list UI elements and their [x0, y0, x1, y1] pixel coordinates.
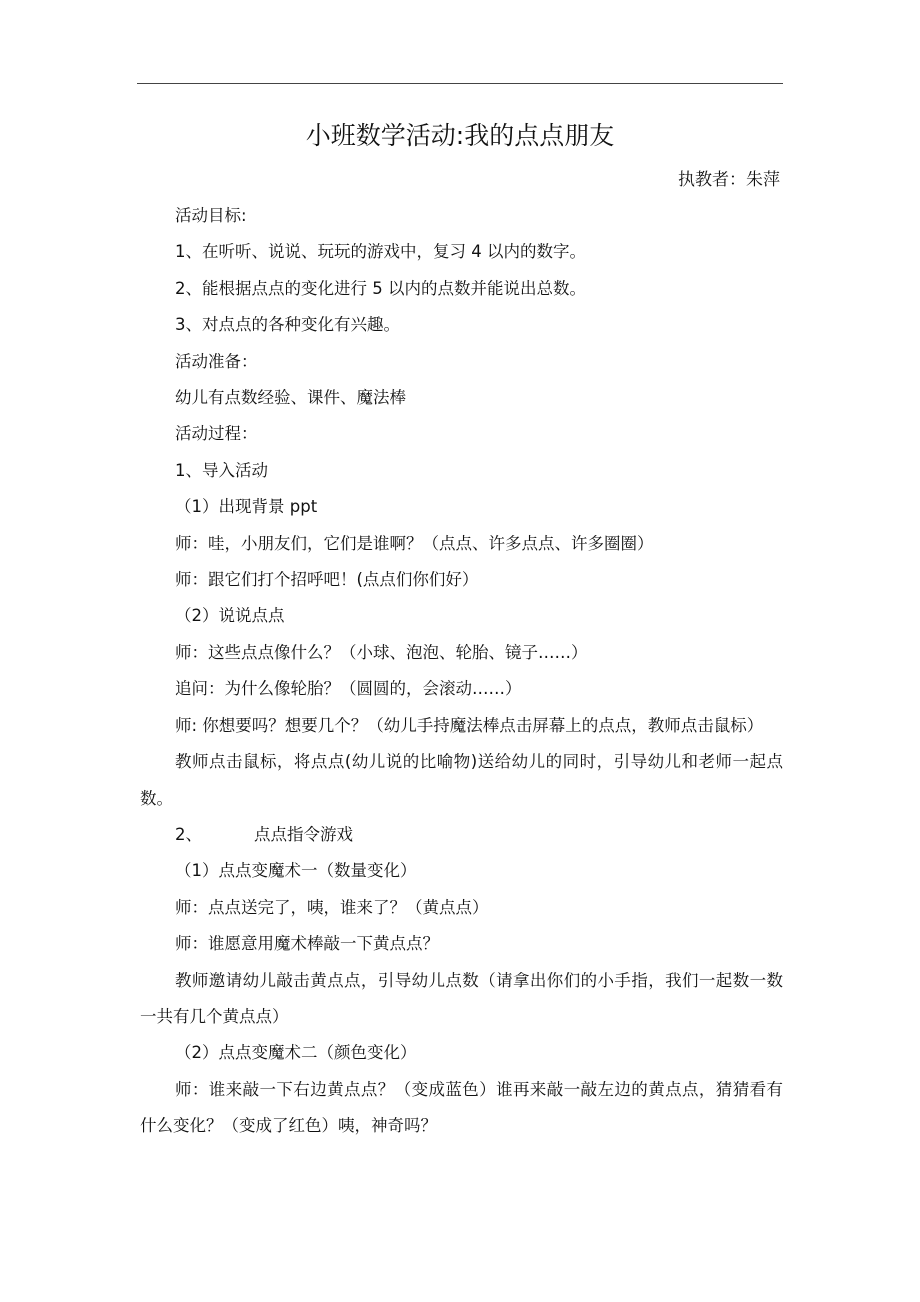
paragraph: 追问：为什么像轮胎？（圆圆的，会滚动……）	[175, 679, 522, 699]
paragraph: 教师点击鼠标，将点点(幼儿说的比喻物)送给幼儿的同时，引导幼儿和老师一起点数。	[140, 752, 783, 808]
paragraph: 1、导入活动	[175, 460, 268, 480]
paragraph: （1）出现背景 ppt	[175, 497, 318, 517]
paragraph: 活动过程：	[175, 424, 258, 444]
section-heading	[140, 817, 783, 853]
paragraph: （1）点点变魔术一（数量变化）	[175, 861, 417, 881]
document-body	[140, 198, 783, 1145]
header-rule	[137, 83, 783, 84]
paragraph: 师：跟它们打个招呼吧！(点点们你们好）	[175, 570, 479, 590]
paragraph: 活动准备：	[175, 351, 258, 371]
paragraph: 1、在听听、说说、玩玩的游戏中，复习 4 以内的数字。	[175, 242, 586, 262]
paragraph: 师：点点送完了，咦，谁来了？（黄点点）	[175, 897, 489, 917]
section-label: 点点指令游戏	[254, 824, 353, 844]
section-number: 2、	[175, 824, 202, 844]
paragraph: （2）说说点点	[175, 606, 285, 626]
paragraph: 师：这些点点像什么？（小球、泡泡、轮胎、镜子……）	[175, 642, 588, 662]
paragraph: 教师邀请幼儿敲击黄点点，引导幼儿点数（请拿出你们的小手指，我们一起数一数一共有几个黄点点）	[140, 970, 783, 1026]
paragraph: （2）点点变魔术二（颜色变化）	[175, 1043, 417, 1063]
paragraph: 师：谁来敲一下右边黄点点？（变成蓝色）谁再来敲一敲左边的黄点点，猜猜看有什么变化？（变成了红色）咦，神奇吗？	[140, 1079, 783, 1136]
paragraph: 2、能根据点点的变化进行 5 以内的点数并能说出总数。	[175, 278, 586, 298]
paragraph: 师：哇，小朋友们，它们是谁啊？（点点、许多点点、许多圈圈）	[175, 533, 654, 553]
paragraph: 幼儿有点数经验、课件、魔法棒	[175, 388, 406, 408]
paragraph: 师：谁愿意用魔术棒敲一下黄点点？	[175, 934, 439, 954]
paragraph: 3、对点点的各种变化有兴趣。	[175, 315, 400, 335]
author-line: 执教者：朱萍	[678, 170, 780, 190]
document-title: 小班数学活动:我的点点朋友	[305, 121, 615, 150]
paragraph: 活动目标:	[175, 206, 247, 225]
paragraph: 师: 你想要吗？想要几个？（幼儿手持魔法棒点击屏幕上的点点，教师点击鼠标）	[175, 715, 764, 735]
